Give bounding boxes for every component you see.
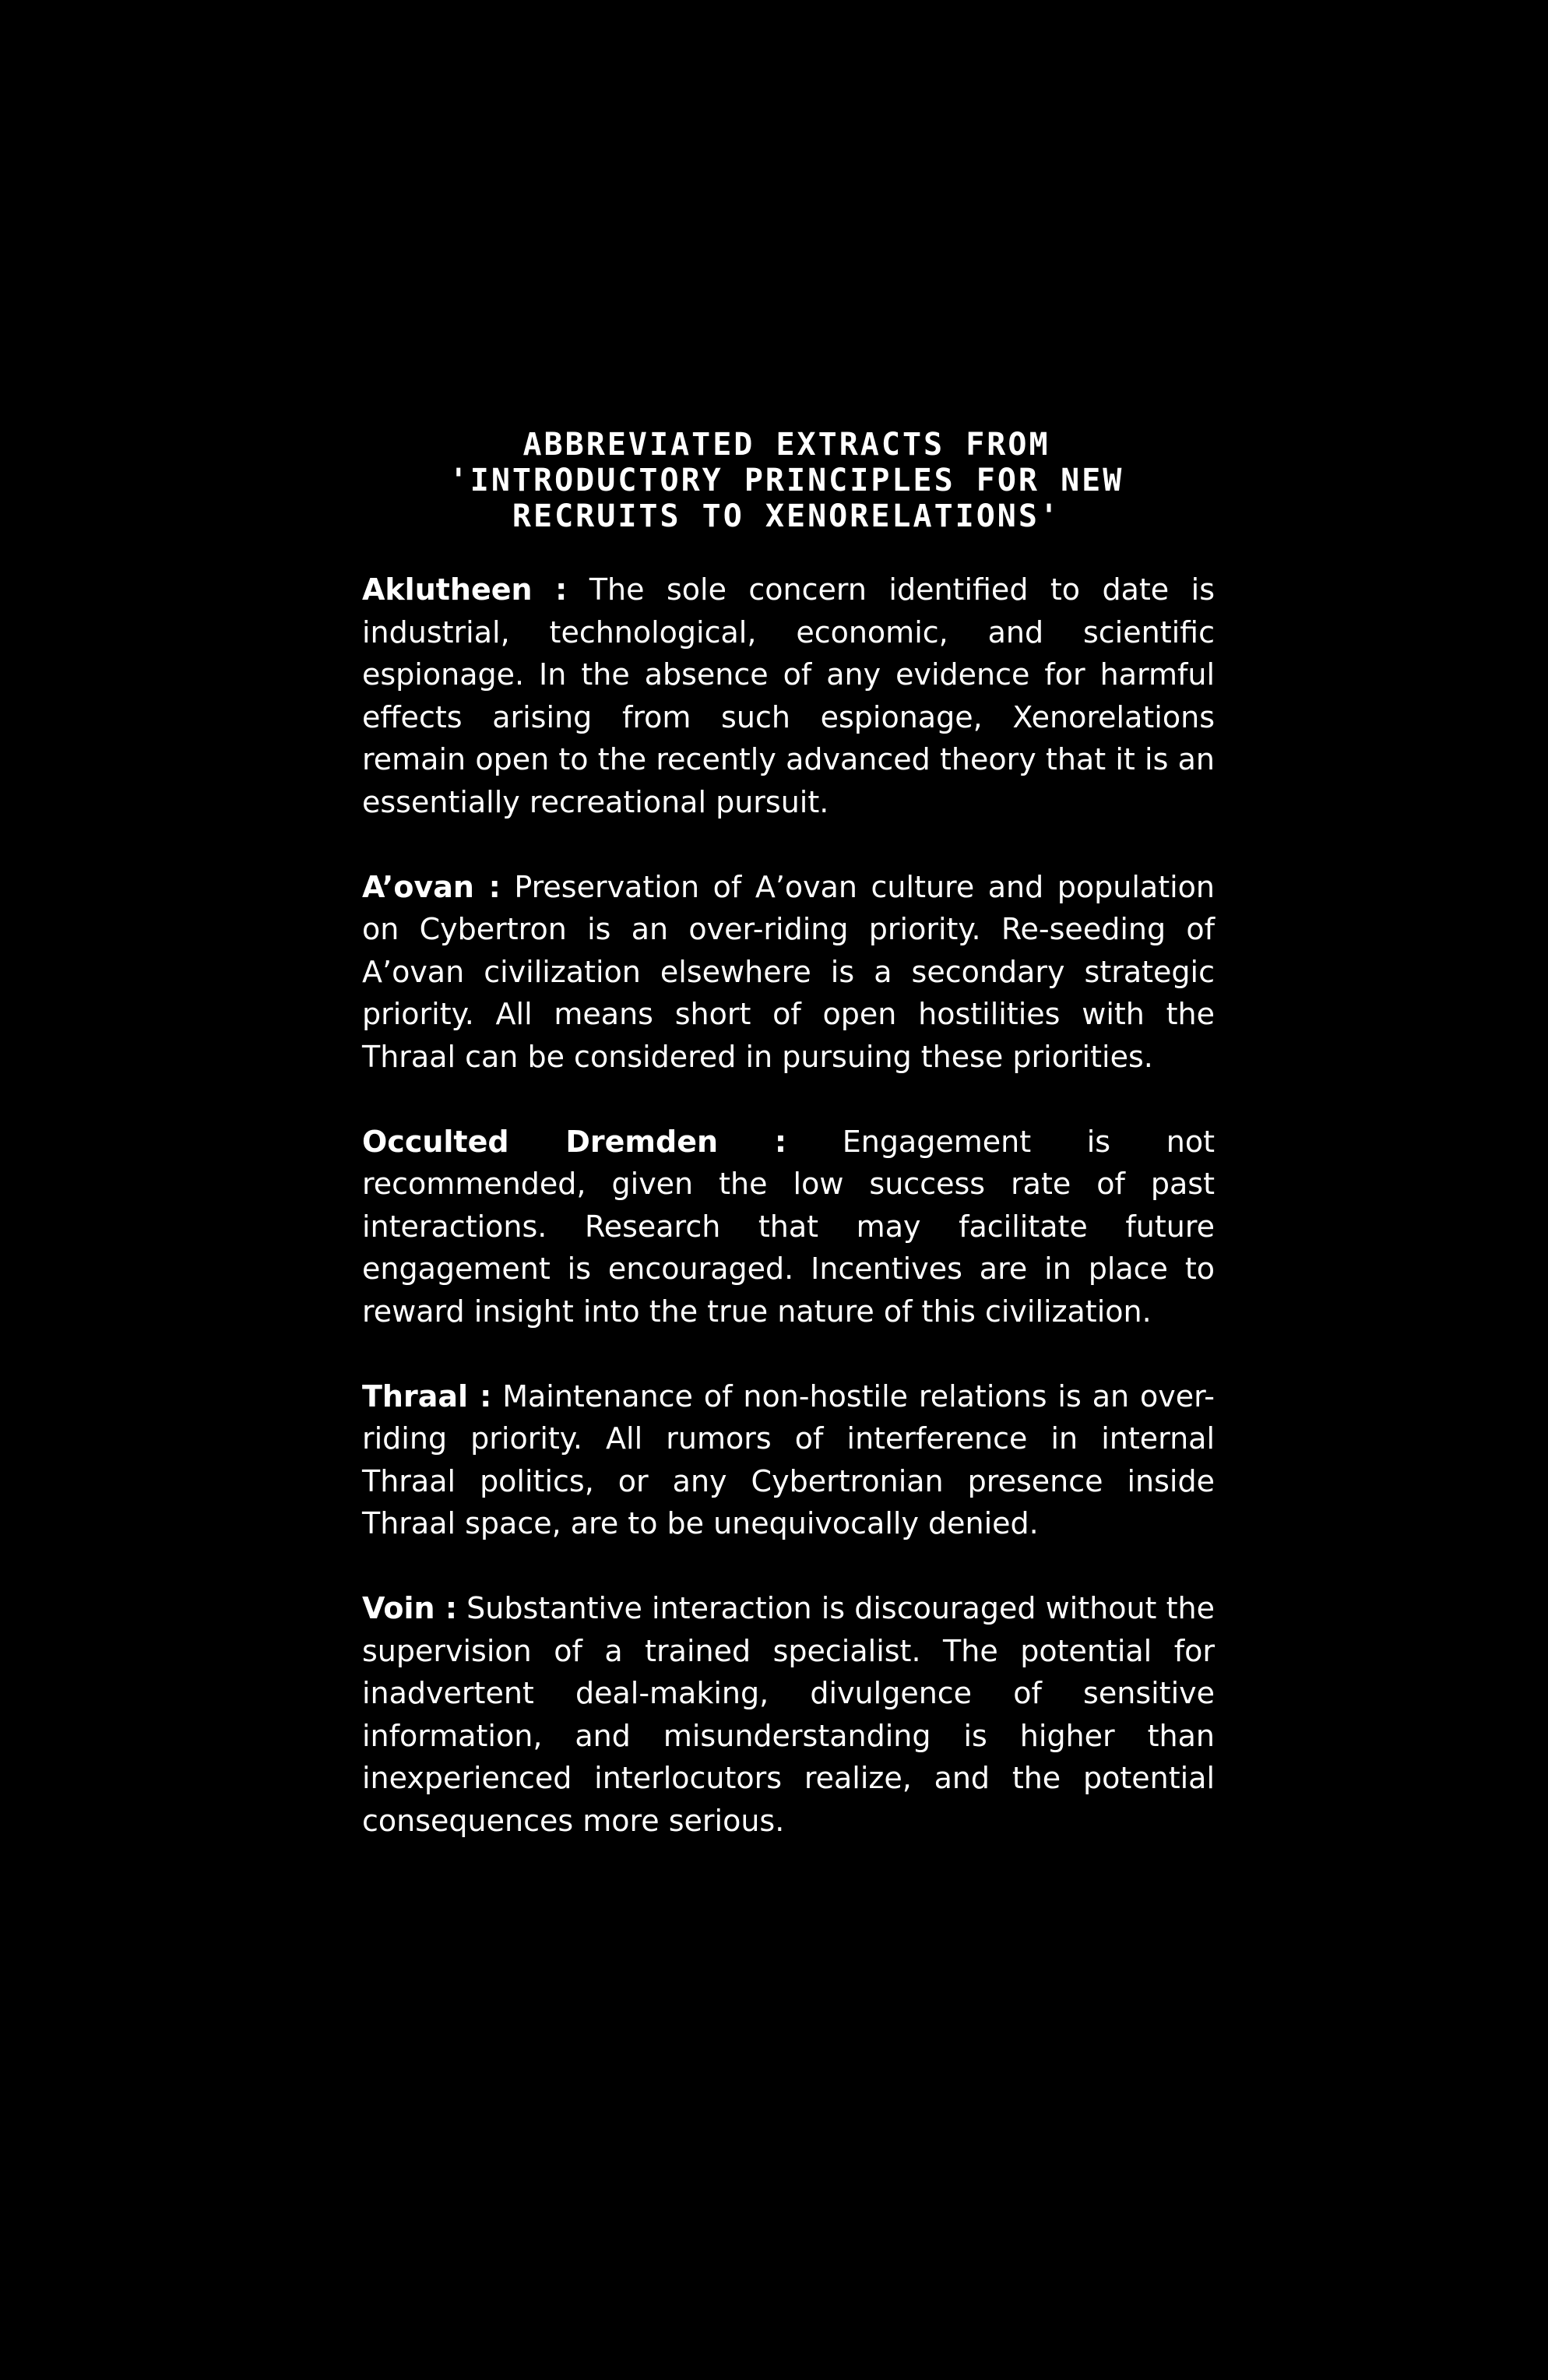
entry-text: Maintenance of non-hostile relations is an over-riding priority. All rumors of interference in internal Thraal politics, or any Cybertronian presence inside Thraal space, are to be unequivocally denied.	[362, 1378, 1215, 1540]
entry-thraal	[362, 1375, 1215, 1545]
entry-term: Occulted Dremden :	[362, 1124, 787, 1159]
entry-occulted-dremden	[362, 1121, 1215, 1333]
heading-line-3: RECRUITS TO XENORELATIONS'	[512, 498, 1061, 534]
entry-aovan	[362, 866, 1215, 1079]
entry-text: The sole concern identified to date is industrial, technological, economic, and scientific espionage. In the absence of any evidence for harmful effects arising from such espionage, Xenorelations remain open to the recently advanced theory that it is an essentially recreational pursuit.	[362, 572, 1215, 819]
entry-text: Engagement is not recommended, given the low success rate of past interactions. Research that may facilitate future engagement is encouraged. Incentives are in place to reward insight into the true nature of this civilization.	[362, 1124, 1215, 1329]
entry-text: Preservation of A’ovan culture and population on Cybertron is an over-riding priority. Re-seeding of A’ovan civilization elsewhere is a secondary strategic priority. All means short of open hostilities with the Thraal can be considered in pursuing these priorities.	[362, 869, 1215, 1074]
entry-list	[362, 569, 1215, 1885]
heading-line-1: ABBREVIATED EXTRACTS FROM	[522, 427, 1050, 463]
entry-term: Aklutheen :	[362, 572, 568, 607]
entry-term: Voin :	[362, 1591, 458, 1625]
entry-voin	[362, 1587, 1215, 1842]
document-heading	[343, 427, 1230, 534]
entry-text: Substantive interaction is discouraged without the supervision of a trained specialist. The potential for inadvertent deal-making, divulgence of sensitive information, and misunderstanding is higher than inexperienced interlocutors realize, and the potential consequences more serious.	[362, 1591, 1215, 1838]
entry-aklutheen	[362, 569, 1215, 823]
entry-term: Thraal :	[362, 1378, 492, 1414]
heading-line-2: 'INTRODUCTORY PRINCIPLES FOR NEW	[449, 463, 1124, 498]
entry-term: A’ovan :	[362, 869, 501, 904]
